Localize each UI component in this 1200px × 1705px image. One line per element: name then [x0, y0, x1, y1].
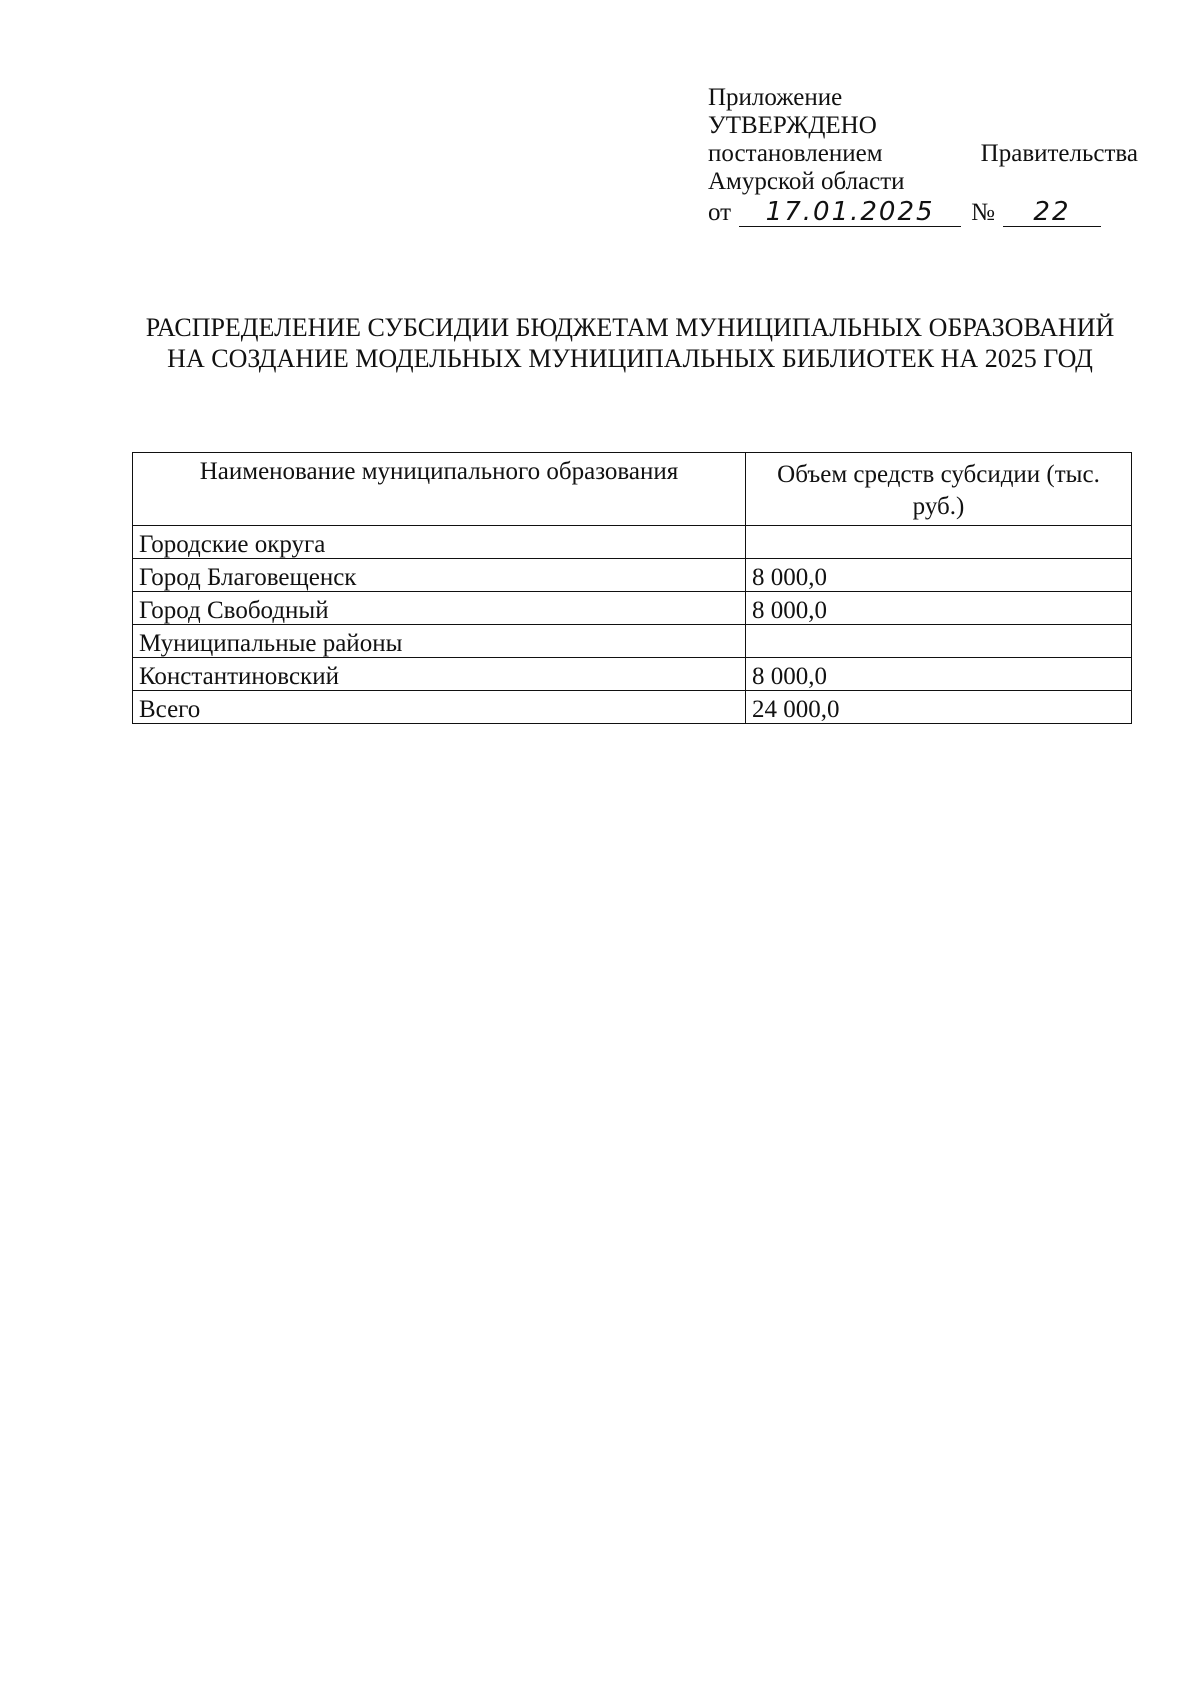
row-name: Константиновский [133, 658, 746, 691]
decree-word: постановлением [708, 140, 883, 167]
appendix-label: Приложение [708, 84, 843, 111]
header-amount: Объем средств субсидии (тыс. руб.) [746, 453, 1132, 526]
government-word: Правительства [980, 140, 1138, 167]
row-name: Муниципальные районы [133, 625, 746, 658]
row-amount [746, 625, 1132, 658]
subsidy-table [132, 452, 1132, 724]
table-header-row [133, 453, 1132, 526]
region-line: Амурской области [708, 168, 905, 195]
decree-line [708, 140, 1138, 168]
row-name: Всего [133, 691, 746, 724]
row-amount [746, 526, 1132, 559]
row-name: Город Свободный [133, 592, 746, 625]
table-row [133, 625, 1132, 658]
table-row [133, 559, 1132, 592]
table-row [133, 526, 1132, 559]
approval-stamp-block [708, 84, 1148, 227]
table-row [133, 592, 1132, 625]
row-amount: 24 000,0 [746, 691, 1132, 724]
table-row-total [133, 691, 1132, 724]
from-prefix: от [708, 199, 732, 226]
handwritten-number: 22 [1003, 198, 1101, 227]
handwritten-date: 17.01.2025 [739, 198, 961, 227]
row-name: Город Благовещенск [133, 559, 746, 592]
number-sign: № [971, 199, 995, 226]
table-row [133, 658, 1132, 691]
approved-label: УТВЕРЖДЕНО [708, 112, 877, 139]
header-name: Наименование муниципального образования [133, 453, 746, 526]
row-amount: 8 000,0 [746, 658, 1132, 691]
date-number-line [708, 198, 1148, 227]
row-amount: 8 000,0 [746, 592, 1132, 625]
row-amount: 8 000,0 [746, 559, 1132, 592]
document-title: РАСПРЕДЕЛЕНИЕ СУБСИДИИ БЮДЖЕТАМ МУНИЦИПАЛЬНЫХ ОБРАЗОВАНИЙ НА СОЗДАНИЕ МОДЕЛЬНЫХ МУНИЦИПАЛЬНЫХ БИБЛИОТЕК НА 2025 ГОД [145, 313, 1115, 373]
row-name: Городские округа [133, 526, 746, 559]
